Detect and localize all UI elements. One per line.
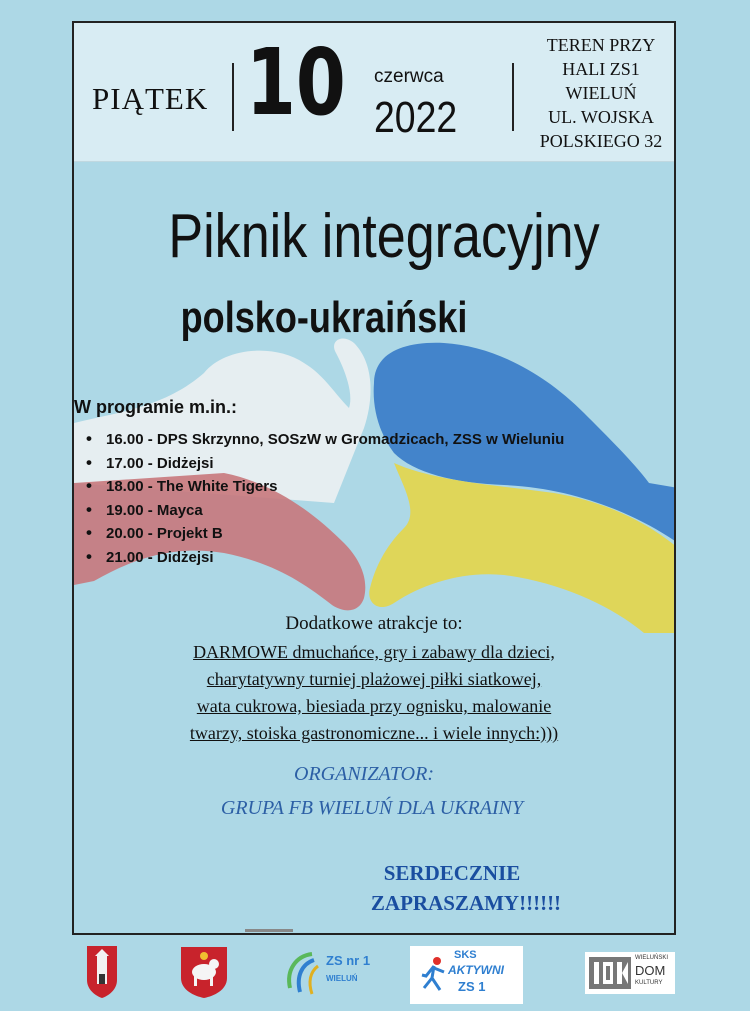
sks-line-1: SKS	[454, 949, 477, 961]
invite-line-2: ZAPRASZAMY!!!!!!	[370, 891, 562, 915]
organizer-name: GRUPA FB WIELUŃ DLA UKRAINY	[220, 797, 524, 819]
date-month: czerwca	[374, 66, 444, 87]
extras-heading: Dodatkowe atrakcje to:	[285, 613, 463, 634]
zs1-logo	[282, 948, 382, 998]
dk-mark-icon	[589, 957, 631, 989]
extras-line: wata cukrowa, biesiada przy ognisku, malowanie	[196, 696, 552, 716]
county-coat-of-arms-logo	[180, 946, 228, 998]
invite-line-1: SERDECZNIE	[383, 861, 521, 885]
program-item: • 20.00 - Projekt B	[86, 521, 564, 545]
extras-line: twarzy, stoiska gastronomiczne... i wiele innych:)))	[189, 723, 559, 743]
date-number: 10	[246, 29, 346, 136]
event-location: TEREN PRZY HALI ZS1 WIELUŃ UL. WOJSKA POLSKIEGO 32	[539, 35, 663, 151]
day-of-week: PIĄTEK	[92, 81, 209, 116]
divider	[512, 63, 514, 131]
dom-kultury-logo	[585, 952, 675, 994]
zs1-title: ZS nr 1	[326, 953, 371, 968]
poster-frame	[72, 21, 676, 935]
sks-line-2: AKTYWNI	[448, 963, 504, 977]
runner-icon	[420, 956, 446, 992]
organizer-label: ORGANIZATOR:	[294, 763, 434, 785]
program-item: • 21.00 - Didżejsi	[86, 545, 564, 569]
program-heading: W programie m.in.:	[74, 397, 238, 417]
sks-aktywni-logo	[410, 946, 523, 1004]
program-item: • 18.00 - The White Tigers	[86, 474, 564, 498]
extras-line: DARMOWE dmuchańce, gry i zabawy dla dzieci,	[193, 642, 555, 662]
divider	[232, 63, 234, 131]
date-year: 2022	[374, 93, 458, 142]
event-title: Piknik integracyjny	[168, 202, 600, 271]
zs1-swirl-icon	[282, 948, 326, 998]
event-subtitle: polsko-ukraiński	[180, 293, 468, 342]
program-item: • 19.00 - Mayca	[86, 498, 564, 522]
zs1-city: WIELUŃ	[326, 974, 358, 983]
extra-attractions	[74, 613, 674, 747]
extras-line: charytatywny turniej plażowej piłki siatkowej,	[206, 669, 542, 689]
dk-line-3: KULTURY	[635, 980, 663, 986]
program-item: • 17.00 - Didżejsi	[86, 451, 564, 475]
dk-line-2: DOM	[635, 963, 666, 978]
dk-line-1: WIELUŃSKI	[635, 955, 669, 961]
page-scroll-indicator[interactable]	[245, 929, 293, 932]
sks-line-3: ZS 1	[458, 979, 486, 994]
date-header	[74, 23, 674, 162]
program-item: • 16.00 - DPS Skrzynno, SOSzW w Gromadzicach, ZSS w Wieluniu	[86, 427, 564, 451]
wielun-coat-of-arms-logo	[86, 944, 118, 998]
program-list	[86, 427, 564, 568]
